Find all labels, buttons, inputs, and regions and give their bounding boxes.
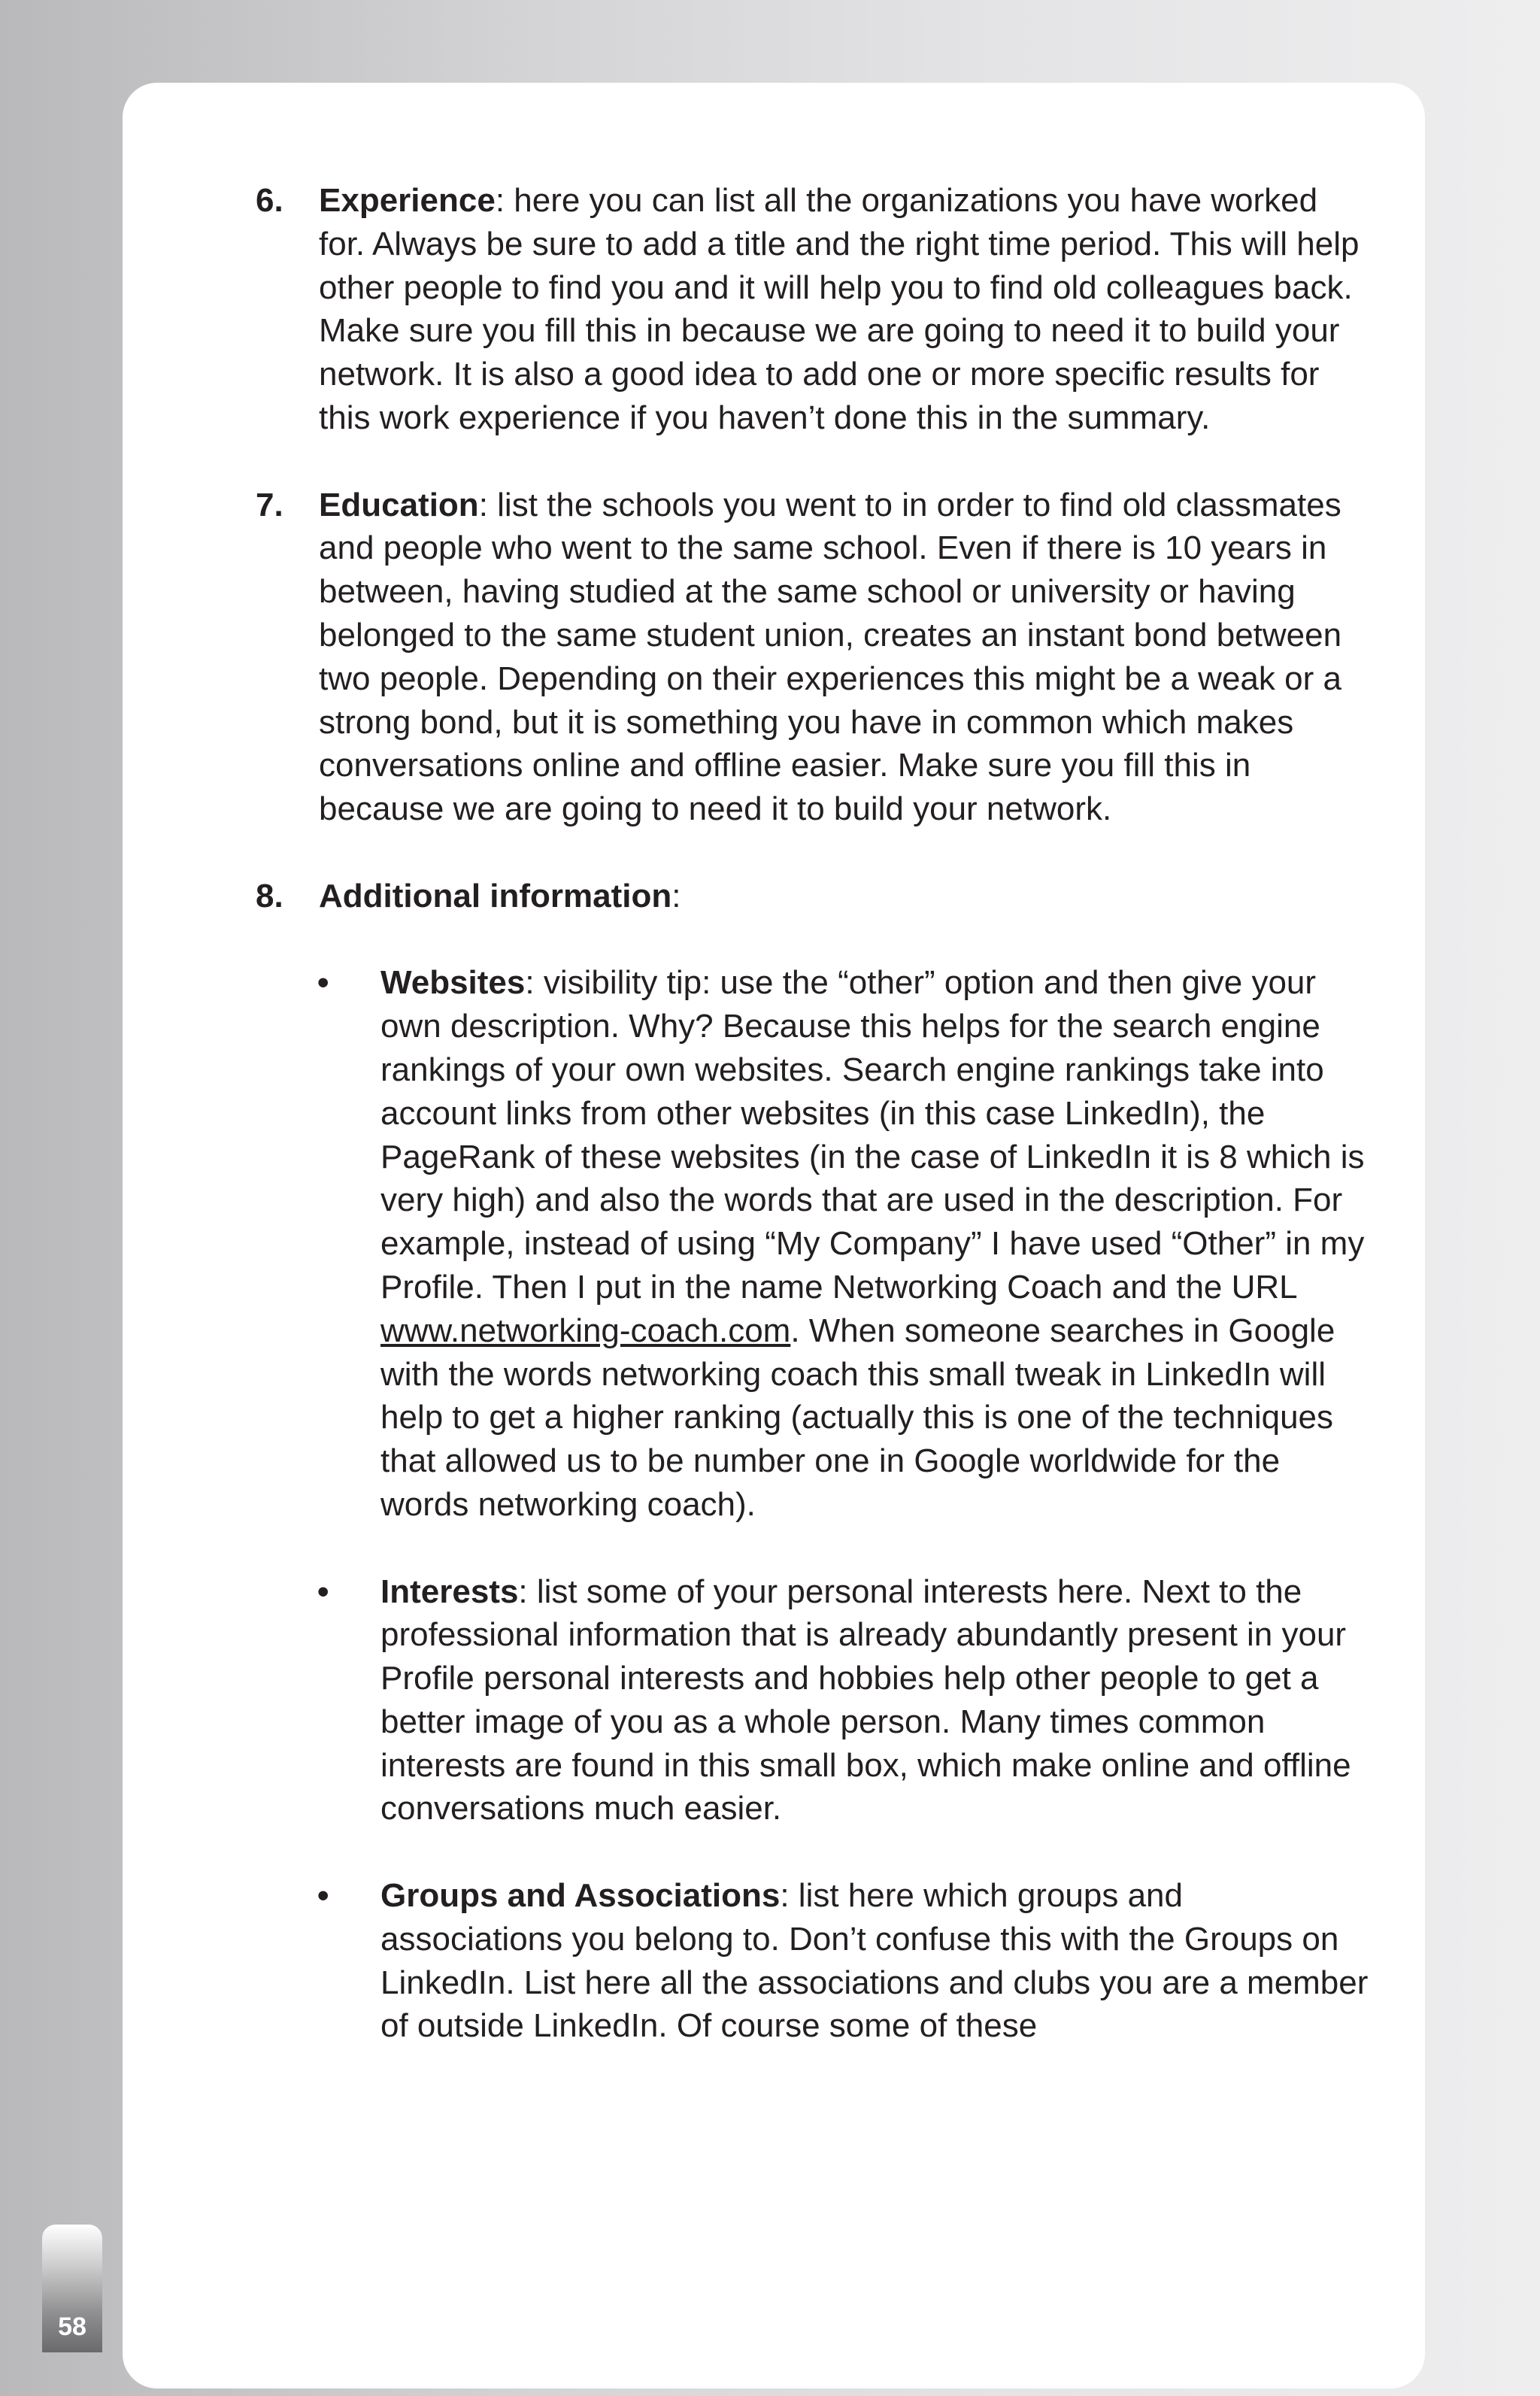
list-item-additional-information [256,875,1369,918]
item-label: Additional information [319,877,672,914]
bullet-websites [256,961,1369,1526]
bullet-paragraph [380,1570,1369,1831]
item-label: Experience [319,182,496,219]
bullet-label: Websites [380,964,526,1002]
page-number: 58 [58,2313,86,2341]
page-content [256,179,1369,2091]
item-text: : [671,877,681,914]
bullet-label: Interests [380,1573,519,1610]
item-number: 6. [256,182,283,219]
item-text: : list the schools you went to in order to find old classmates and people who went to the same school. Even if there is 10 years in between, having studied at the same school or university or having belonged to the same student union, creates an instant bond between two people. Depending on their experiences this might be a weak or a strong bond, but it is something you have in common which makes conversations online and offline easier. Make sure you fill this in because we are going to need it to build your network. [319,486,1342,828]
item-paragraph [319,875,1369,918]
item-paragraph [319,179,1369,440]
bullet-text: : visibility tip: use the “other” option and then give your own description. Why? Because this helps for the search engine rankings of your own websites. Search engine rankings take into account links from other websites (in this case LinkedIn), the PageRank of these websites (in the case of LinkedIn it is 8 which is very high) and also the words that are used in the description. For example, instead of using “My Company” I have used “Other” in my Profile. Then I put in the name Networking Coach and the URL [380,964,1365,1306]
bullet-symbol: • [317,1877,329,1915]
list-item-education [256,484,1369,831]
bullet-paragraph [380,961,1369,1526]
item-text: : here you can list all the organizations you have worked for. Always be sure to add a title and the right time period. This will help other people to find you and it will help you to find old colleagues back. Make sure you fill this in because we are going to need it to build your network. It is also a good idea to add one or more specific results for this work experience if you haven’t done this in the summary. [319,182,1360,436]
bullet-symbol: • [317,964,329,1002]
item-number: 7. [256,486,283,523]
bullet-text: : list some of your personal interests here. Next to the professional information that is already abundantly present in your Profile personal interests and hobbies help other people to get a better image of you as a whole person. Many times common interests are found in this small box, which make online and offline conversations much easier. [380,1573,1351,1827]
item-paragraph [319,484,1369,831]
bullet-paragraph [380,1874,1369,2048]
networking-coach-link[interactable]: www.networking-coach.com [380,1312,791,1349]
bullet-text-continued: . When someone searches in Google with the words networking coach this small tweak in LinkedIn will help to get a higher ranking (actually this is one of the techniques that allowed us to be number one in Google worldwide for the words networking coach). [380,1312,1335,1523]
bullet-interests [256,1570,1369,1831]
bullet-text: : list here which groups and associations you belong to. Don’t confuse this with the Groups on LinkedIn. List here all the associations and clubs you are a member of outside LinkedIn. Of course some of these [380,1877,1369,2045]
bullet-groups-and-associations [256,1874,1369,2048]
item-number: 8. [256,877,283,914]
bullet-label: Groups and Associations [380,1877,781,1915]
list-item-experience [256,179,1369,440]
item-label: Education [319,486,479,523]
bullet-symbol: • [317,1573,329,1610]
